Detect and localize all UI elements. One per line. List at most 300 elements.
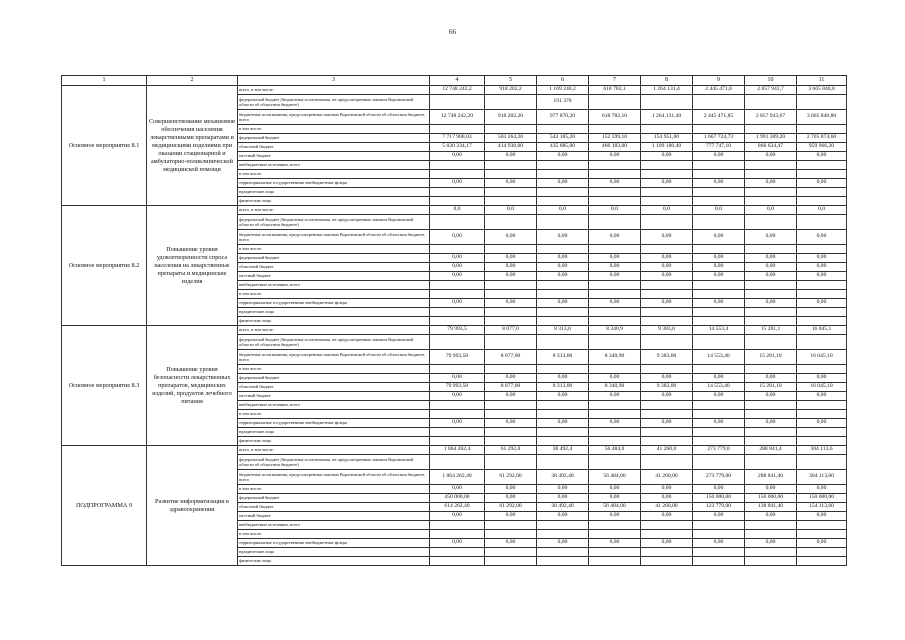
funding-source-label: областной бюджет (238, 503, 430, 512)
amount-cell (430, 170, 485, 179)
amount-cell (641, 365, 693, 374)
amount-cell: 0,00 (589, 299, 641, 308)
amount-cell: 0,00 (485, 539, 537, 548)
amount-cell: 12 748 242,20 (430, 110, 485, 125)
amount-cell: 0,00 (641, 485, 693, 494)
amount-cell (485, 215, 537, 230)
amount-cell: 0,00 (745, 263, 797, 272)
amount-cell (797, 170, 847, 179)
amount-cell (430, 437, 485, 446)
amount-cell (745, 317, 797, 326)
funding-source-label: юридические лица (238, 188, 430, 197)
amount-cell: 0,00 (797, 179, 847, 188)
amount-cell (589, 245, 641, 254)
amount-cell (589, 530, 641, 539)
amount-cell: 0,00 (745, 512, 797, 521)
amount-cell: 0,00 (537, 230, 589, 245)
amount-cell (693, 437, 745, 446)
amount-cell (537, 125, 589, 134)
amount-cell: 0,00 (430, 485, 485, 494)
amount-cell: 0,00 (589, 512, 641, 521)
amount-cell: 0,0 (537, 206, 589, 215)
amount-cell: 14 553,40 (693, 383, 745, 392)
amount-cell: 79 993,50 (430, 350, 485, 365)
amount-cell: 918 202,20 (485, 110, 537, 125)
amount-cell: 0,00 (589, 374, 641, 383)
amount-cell: 0,00 (537, 392, 589, 401)
amount-cell (641, 95, 693, 110)
amount-cell: 0,00 (430, 263, 485, 272)
amount-cell (641, 290, 693, 299)
amount-cell: 0,00 (485, 374, 537, 383)
amount-cell (430, 530, 485, 539)
amount-cell (430, 215, 485, 230)
amount-cell (537, 290, 589, 299)
amount-cell (537, 557, 589, 566)
amount-cell: 0,00 (745, 152, 797, 161)
funding-source-label: юридические лица (238, 308, 430, 317)
amount-cell (641, 530, 693, 539)
amount-cell (589, 557, 641, 566)
amount-cell: 0,00 (537, 494, 589, 503)
amount-cell: 3 665 840,8 (797, 86, 847, 95)
amount-cell (485, 335, 537, 350)
amount-cell (430, 281, 485, 290)
amount-cell (745, 245, 797, 254)
amount-cell (430, 557, 485, 566)
amount-cell: 542 185,20 (537, 134, 589, 143)
header-cell: 1 (62, 76, 147, 86)
amount-cell: 152 599,10 (589, 134, 641, 143)
amount-cell: 0,00 (745, 374, 797, 383)
amount-cell: 8 077,00 (485, 350, 537, 365)
amount-cell: 56 484,00 (589, 503, 641, 512)
funding-source-label: в том числе: (238, 485, 430, 494)
funding-source-label: всего, в том числе: (238, 206, 430, 215)
amount-cell (745, 557, 797, 566)
amount-cell: 0,00 (537, 254, 589, 263)
amount-cell: 414 938,00 (485, 143, 537, 152)
amount-cell: 41 260,00 (641, 470, 693, 485)
amount-cell: 1 264 131,40 (641, 110, 693, 125)
amount-cell (641, 197, 693, 206)
amount-cell: 2 857 943,7 (745, 86, 797, 95)
amount-cell: 0,00 (693, 299, 745, 308)
amount-cell (537, 170, 589, 179)
measure-title: Повышение уровня удовлетворенности спроса населения на лекарственные препараты и медицинские изделия (147, 206, 238, 326)
header-cell: 11 (797, 76, 847, 86)
amount-cell (797, 401, 847, 410)
amount-cell: 1 064 262,40 (430, 470, 485, 485)
amount-cell (745, 401, 797, 410)
amount-cell: 0,00 (745, 419, 797, 428)
amount-cell: 0,00 (693, 254, 745, 263)
amount-cell (485, 401, 537, 410)
measure-name: ПОДПРОГРАММА 9 (62, 446, 147, 566)
amount-cell: 777 747,10 (693, 143, 745, 152)
amount-cell: 15 281,10 (745, 350, 797, 365)
amount-cell: 0,0 (693, 206, 745, 215)
amount-cell: 0,00 (693, 419, 745, 428)
funding-source-label: федеральный бюджет (бюджетные ассигнования, не предусмотренные законом Воронежской области об областном бюджете) (238, 215, 430, 230)
amount-cell (745, 308, 797, 317)
funding-source-label: бюджетные ассигнования, предусмотренные законом Воронежской области об областном бюджете, всего (238, 350, 430, 365)
amount-cell: 0,00 (641, 374, 693, 383)
amount-cell: 0,00 (589, 230, 641, 245)
amount-cell (641, 317, 693, 326)
measure-name: Основное мероприятие 8.3 (62, 326, 147, 446)
funding-source-label: бюджетные ассигнования, предусмотренные законом Воронежской области об областном бюджете, всего (238, 110, 430, 125)
amount-cell: 304 113,60 (797, 470, 847, 485)
amount-cell: 0,00 (797, 230, 847, 245)
measure-name: Основное мероприятие 8.1 (62, 86, 147, 206)
amount-cell (693, 410, 745, 419)
amount-cell (485, 557, 537, 566)
amount-cell: 12 748 242,2 (430, 86, 485, 95)
page-number: 66 (449, 28, 456, 36)
amount-cell (797, 197, 847, 206)
amount-cell (745, 437, 797, 446)
amount-cell (589, 290, 641, 299)
amount-cell: 0,00 (537, 179, 589, 188)
amount-cell: 5 030 334,17 (430, 143, 485, 152)
amount-cell (797, 215, 847, 230)
amount-cell (693, 290, 745, 299)
funding-source-label: в том числе: (238, 290, 430, 299)
amount-cell: 8 340,9 (589, 326, 641, 335)
amount-cell (430, 410, 485, 419)
amount-cell (485, 428, 537, 437)
amount-cell: 273 779,0 (693, 446, 745, 455)
amount-cell: 7 717 908,03 (430, 134, 485, 143)
amount-cell (537, 365, 589, 374)
amount-cell (745, 428, 797, 437)
amount-cell: 191 370 (537, 95, 589, 110)
funding-source-label: в том числе: (238, 245, 430, 254)
amount-cell: 0,00 (745, 179, 797, 188)
amount-cell (485, 317, 537, 326)
amount-cell (537, 308, 589, 317)
amount-cell: 0,00 (693, 539, 745, 548)
amount-cell (641, 428, 693, 437)
funding-source-label: в том числе: (238, 410, 430, 419)
amount-cell: 38 492,4 (537, 446, 589, 455)
amount-cell: 8 313,00 (537, 350, 589, 365)
amount-cell: 977 870,20 (537, 110, 589, 125)
amount-cell (430, 401, 485, 410)
amount-cell: 0,00 (797, 512, 847, 521)
amount-cell: 304 113,6 (797, 446, 847, 455)
amount-cell: 8 340,90 (589, 350, 641, 365)
amount-cell (693, 530, 745, 539)
funding-source-label: юридические лица (238, 428, 430, 437)
amount-cell: 0,00 (797, 254, 847, 263)
amount-cell: 435 685,00 (537, 143, 589, 152)
amount-cell: 1 064 262,4 (430, 446, 485, 455)
measure-title: Повышение уровня безопасности лекарственных препаратов, медицинских изделий, продуктов лечебного питания (147, 326, 238, 446)
amount-cell (485, 530, 537, 539)
amount-cell: 918 202,2 (485, 86, 537, 95)
amount-cell (537, 521, 589, 530)
amount-cell: 0,00 (430, 179, 485, 188)
amount-cell (589, 161, 641, 170)
amount-cell: 0,00 (745, 254, 797, 263)
amount-cell (430, 365, 485, 374)
amount-cell (537, 548, 589, 557)
header-cell: 4 (430, 76, 485, 86)
amount-cell: 0,00 (797, 152, 847, 161)
amount-cell (589, 317, 641, 326)
funding-source-label: федеральный бюджет (238, 254, 430, 263)
amount-cell (537, 437, 589, 446)
amount-cell (797, 557, 847, 566)
amount-cell: 0,00 (745, 272, 797, 281)
amount-cell: 0,00 (641, 179, 693, 188)
amount-cell (745, 530, 797, 539)
amount-cell (430, 308, 485, 317)
amount-cell (537, 188, 589, 197)
amount-cell (797, 530, 847, 539)
amount-cell: 0,00 (537, 263, 589, 272)
amount-cell: 0,00 (641, 494, 693, 503)
amount-cell: 0,00 (485, 230, 537, 245)
amount-cell (589, 170, 641, 179)
amount-cell: 8 340,90 (589, 383, 641, 392)
amount-cell: 0,00 (589, 539, 641, 548)
amount-cell (797, 437, 847, 446)
amount-cell (745, 197, 797, 206)
amount-cell: 466 183,00 (589, 143, 641, 152)
amount-cell: 16 045,10 (797, 350, 847, 365)
amount-cell (589, 125, 641, 134)
amount-cell: 15 281,1 (745, 326, 797, 335)
amount-cell: 0,00 (485, 272, 537, 281)
amount-cell: 0,00 (693, 152, 745, 161)
amount-cell: 0,00 (589, 263, 641, 272)
funding-source-label: всего, в том числе: (238, 446, 430, 455)
amount-cell: 0,00 (641, 512, 693, 521)
amount-cell (430, 161, 485, 170)
amount-cell: 1 109 180,40 (641, 143, 693, 152)
amount-cell: 154 113,60 (797, 503, 847, 512)
amount-cell (693, 401, 745, 410)
amount-cell: 0,00 (745, 485, 797, 494)
funding-source-label: в том числе: (238, 170, 430, 179)
amount-cell: 8 313,0 (537, 326, 589, 335)
amount-cell (641, 281, 693, 290)
amount-cell (589, 410, 641, 419)
amount-cell: 0,0 (797, 206, 847, 215)
budget-table (61, 75, 847, 566)
amount-cell: 0,00 (485, 392, 537, 401)
amount-cell: 0,00 (589, 392, 641, 401)
amount-cell: 0,00 (745, 539, 797, 548)
amount-cell (485, 365, 537, 374)
funding-source-label: федеральный бюджет (238, 374, 430, 383)
amount-cell: 9 383,00 (641, 383, 693, 392)
amount-cell: 0,00 (797, 263, 847, 272)
amount-cell (797, 455, 847, 470)
amount-cell: 0,00 (485, 254, 537, 263)
amount-cell (641, 401, 693, 410)
amount-cell: 1 991 309,20 (745, 134, 797, 143)
amount-cell (589, 428, 641, 437)
amount-cell: 150 000,00 (797, 494, 847, 503)
amount-cell (745, 290, 797, 299)
amount-cell (641, 548, 693, 557)
amount-cell: 2 445 471,8 (693, 86, 745, 95)
funding-source-label: территориальные государственные внебюджетные фонды (238, 299, 430, 308)
amount-cell: 0,00 (485, 485, 537, 494)
funding-source-label: федеральный бюджет (238, 494, 430, 503)
funding-source-label: юридические лица (238, 548, 430, 557)
amount-cell: 273 779,00 (693, 470, 745, 485)
funding-source-label: внебюджетные источники, всего (238, 161, 430, 170)
amount-cell: 0,00 (641, 272, 693, 281)
amount-cell (485, 125, 537, 134)
amount-cell (693, 188, 745, 197)
amount-cell (797, 365, 847, 374)
amount-cell (537, 455, 589, 470)
amount-cell (693, 365, 745, 374)
amount-cell: 0,00 (589, 254, 641, 263)
amount-cell (537, 197, 589, 206)
amount-cell (430, 428, 485, 437)
amount-cell (485, 548, 537, 557)
amount-cell: 0,00 (537, 539, 589, 548)
amount-cell (485, 290, 537, 299)
amount-cell (745, 95, 797, 110)
amount-cell: 61 292,0 (485, 446, 537, 455)
amount-cell: 0,00 (430, 254, 485, 263)
amount-cell (641, 410, 693, 419)
table-header-row (62, 76, 847, 86)
funding-source-label: территориальные государственные внебюджетные фонды (238, 179, 430, 188)
amount-cell (430, 521, 485, 530)
amount-cell: 618 782,1 (589, 86, 641, 95)
measure-name: Основное мероприятие 8.2 (62, 206, 147, 326)
amount-cell: 0,00 (589, 419, 641, 428)
amount-cell: 0,00 (797, 374, 847, 383)
amount-cell: 0,00 (693, 512, 745, 521)
amount-cell (589, 281, 641, 290)
amount-cell: 14 553,4 (693, 326, 745, 335)
amount-cell (745, 281, 797, 290)
amount-cell: 154 951,00 (641, 134, 693, 143)
amount-cell: 0,00 (430, 152, 485, 161)
amount-cell: 0,0 (589, 206, 641, 215)
amount-cell (430, 317, 485, 326)
funding-source-label: в том числе: (238, 530, 430, 539)
amount-cell: 0,0 (485, 206, 537, 215)
amount-cell (745, 161, 797, 170)
amount-cell: 61 292,00 (485, 503, 537, 512)
funding-source-label: бюджетные ассигнования, предусмотренные законом Воронежской области об областном бюджете, всего (238, 230, 430, 245)
amount-cell: 0,00 (485, 512, 537, 521)
amount-cell: 0,00 (797, 392, 847, 401)
amount-cell (693, 335, 745, 350)
amount-cell (430, 245, 485, 254)
amount-cell (485, 437, 537, 446)
funding-source-label: всего, в том числе: (238, 326, 430, 335)
amount-cell: 38 492,40 (537, 503, 589, 512)
amount-cell: 3 665 840,80 (797, 110, 847, 125)
amount-cell: 0,00 (693, 263, 745, 272)
amount-cell: 288 841,40 (745, 470, 797, 485)
amount-cell (430, 95, 485, 110)
amount-cell: 0,00 (485, 263, 537, 272)
amount-cell: 0,00 (485, 299, 537, 308)
amount-cell (797, 308, 847, 317)
funding-source-label: федеральный бюджет (бюджетные ассигнования, не предусмотренные законом Воронежской области об областном бюджете) (238, 335, 430, 350)
amount-cell: 138 841,40 (745, 503, 797, 512)
amount-cell (641, 125, 693, 134)
funding-source-label: внебюджетные источники, всего (238, 281, 430, 290)
amount-cell: 0,00 (797, 299, 847, 308)
amount-cell (745, 365, 797, 374)
amount-cell (641, 437, 693, 446)
funding-source-label: физические лица (238, 317, 430, 326)
amount-cell: 0,00 (485, 152, 537, 161)
amount-cell (641, 521, 693, 530)
amount-cell (589, 548, 641, 557)
amount-cell (485, 455, 537, 470)
amount-cell: 0,00 (641, 539, 693, 548)
amount-cell (641, 161, 693, 170)
amount-cell: 1 667 724,73 (693, 134, 745, 143)
amount-cell: 123 779,00 (693, 503, 745, 512)
amount-cell: 0,0 (641, 206, 693, 215)
amount-cell (693, 95, 745, 110)
amount-cell: 0,0 (745, 206, 797, 215)
amount-cell (485, 188, 537, 197)
funding-source-label: физические лица (238, 197, 430, 206)
amount-cell (485, 410, 537, 419)
amount-cell (485, 170, 537, 179)
amount-cell (693, 281, 745, 290)
amount-cell (485, 308, 537, 317)
funding-source-label: областной бюджет (238, 143, 430, 152)
amount-cell: 0,00 (693, 230, 745, 245)
amount-cell (745, 548, 797, 557)
funding-source-label: местный бюджет (238, 392, 430, 401)
amount-cell (641, 188, 693, 197)
amount-cell (485, 245, 537, 254)
amount-cell (537, 161, 589, 170)
amount-cell (589, 95, 641, 110)
header-cell: 7 (589, 76, 641, 86)
amount-cell (641, 245, 693, 254)
amount-cell (797, 317, 847, 326)
amount-cell: 1 169 240,2 (537, 86, 589, 95)
amount-cell: 0,00 (641, 152, 693, 161)
amount-cell: 0,00 (589, 152, 641, 161)
funding-source-label: бюджетные ассигнования, предусмотренные законом Воронежской области об областном бюджете, всего (238, 470, 430, 485)
amount-cell: 0,00 (485, 179, 537, 188)
amount-cell: 0,00 (693, 374, 745, 383)
amount-cell: 0,00 (693, 179, 745, 188)
amount-cell: 8 077,0 (485, 326, 537, 335)
amount-cell (745, 170, 797, 179)
amount-cell: 0,00 (537, 374, 589, 383)
amount-cell (430, 335, 485, 350)
amount-cell (537, 281, 589, 290)
amount-cell (641, 170, 693, 179)
amount-cell (485, 197, 537, 206)
amount-cell (537, 215, 589, 230)
amount-cell: 150 000,00 (745, 494, 797, 503)
header-cell: 9 (693, 76, 745, 86)
